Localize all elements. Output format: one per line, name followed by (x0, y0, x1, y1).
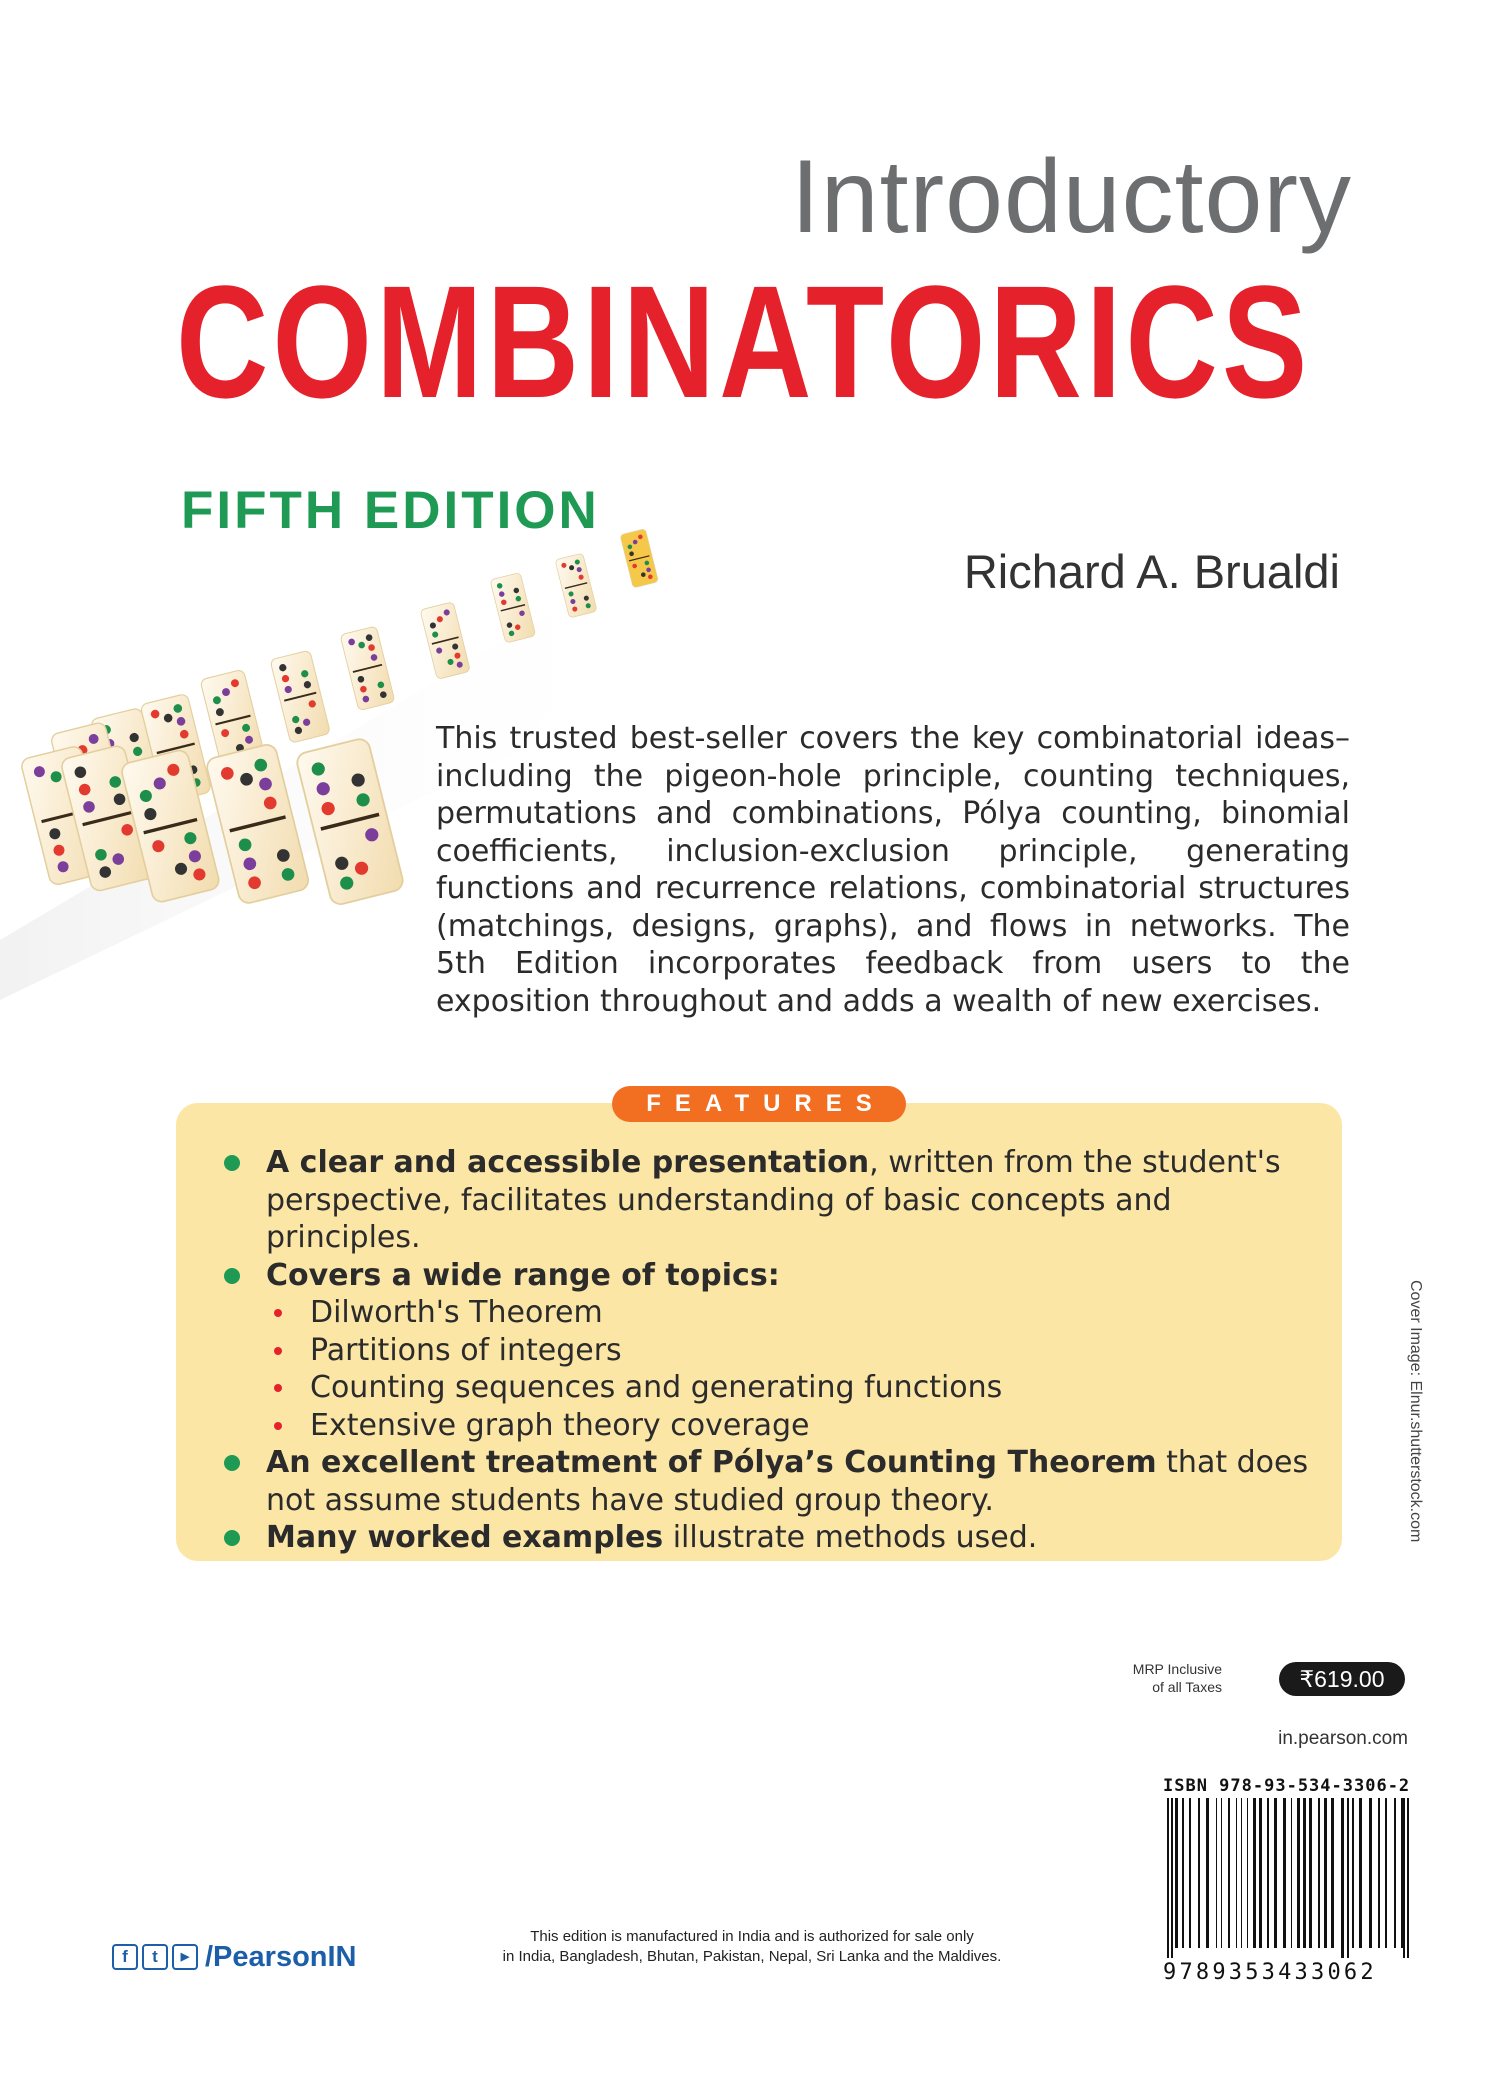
red-bullet-icon (274, 1347, 282, 1355)
topic-item (222, 1294, 1322, 1332)
green-bullet-icon (224, 1530, 240, 1546)
social-links (112, 1942, 357, 1972)
mrp-line: of all Taxes (1152, 1679, 1222, 1695)
website-url[interactable]: in.pearson.com (1278, 1728, 1408, 1749)
title-combinatorics: COMBINATORICS (176, 252, 1312, 431)
social-handle[interactable]: /PearsonIN (205, 1940, 357, 1973)
cover-image-credit: Cover Image: Elnur.shutterstock.com (1407, 1280, 1424, 1543)
features-list (222, 1144, 1322, 1557)
features-tab-label: FEATURES (612, 1086, 906, 1122)
book-description: This trusted best-seller covers the key combinatorial ideas–including the pigeon-hole principle, counting techniques, permutations and combinations, Pólya counting, binomial coefficients, inclusion-exclusion principle, generating functions and recurrence relations, combinatorial structures (matchings, designs, graphs), and flows in networks. The 5th Edition incorporates feedback from users to the exposition throughout and adds a wealth of new exercises. (436, 721, 1350, 1019)
domino-tile (270, 650, 330, 743)
facebook-icon[interactable]: f (112, 1944, 138, 1970)
topic-item (222, 1332, 1322, 1370)
topic-text: Extensive graph theory coverage (310, 1407, 810, 1443)
isbn-label: ISBN 978-93-534-3306-2 (1163, 1776, 1411, 1796)
feature-item (222, 1144, 1322, 1257)
feature-text: , written from the student's perspective, facilitates understanding of basic concepts and principles. (266, 1145, 1281, 1255)
legal-line: in India, Bangladesh, Bhutan, Pakistan, Nepal, Sri Lanka and the Maldives. (502, 1948, 1002, 1965)
green-bullet-icon (224, 1268, 240, 1284)
red-bullet-icon (274, 1384, 282, 1392)
topic-text: Counting sequences and generating functions (310, 1370, 1003, 1405)
green-bullet-icon (224, 1155, 240, 1171)
domino-tile (340, 626, 395, 711)
mrp-line: MRP Inclusive (1132, 1661, 1222, 1677)
twitter-icon[interactable]: t (142, 1944, 168, 1970)
edition-label: FIFTH EDITION (181, 481, 600, 540)
isbn-digits: 9789353433062 (1163, 1960, 1377, 1985)
legal-notice (432, 1927, 1072, 1967)
barcode (1163, 1798, 1411, 1958)
author-name: Richard A. Brualdi (963, 545, 1340, 598)
price-badge: ₹619.00 (1279, 1662, 1405, 1696)
green-bullet-icon (224, 1455, 240, 1471)
red-bullet-icon (274, 1422, 282, 1430)
topic-item (222, 1369, 1322, 1407)
domino-tile (420, 602, 470, 680)
feature-item (222, 1444, 1322, 1519)
feature-bold: A clear and accessible presentation (266, 1145, 870, 1180)
topic-text: Dilworth's Theorem (310, 1295, 603, 1330)
feature-text: that does not assume students have studied group theory. (266, 1445, 1309, 1518)
feature-item (222, 1519, 1322, 1557)
feature-item (222, 1257, 1322, 1295)
feature-bold: Many worked examples (266, 1520, 664, 1555)
feature-text: illustrate methods used. (663, 1520, 1038, 1555)
youtube-icon[interactable]: ▶ (172, 1944, 198, 1970)
legal-line: This edition is manufactured in India and is authorized for sale only (530, 1928, 974, 1945)
red-bullet-icon (274, 1309, 282, 1317)
topic-item (222, 1407, 1322, 1445)
mrp-label (1133, 1660, 1222, 1696)
topic-text: Partitions of integers (310, 1332, 622, 1368)
feature-bold: An excellent treatment of Pólya’s Counting Theorem (266, 1445, 1157, 1480)
domino-tile (490, 573, 536, 644)
feature-bold: Covers a wide range of topics: (266, 1257, 780, 1293)
title-introductory: Introductory (790, 139, 1352, 255)
